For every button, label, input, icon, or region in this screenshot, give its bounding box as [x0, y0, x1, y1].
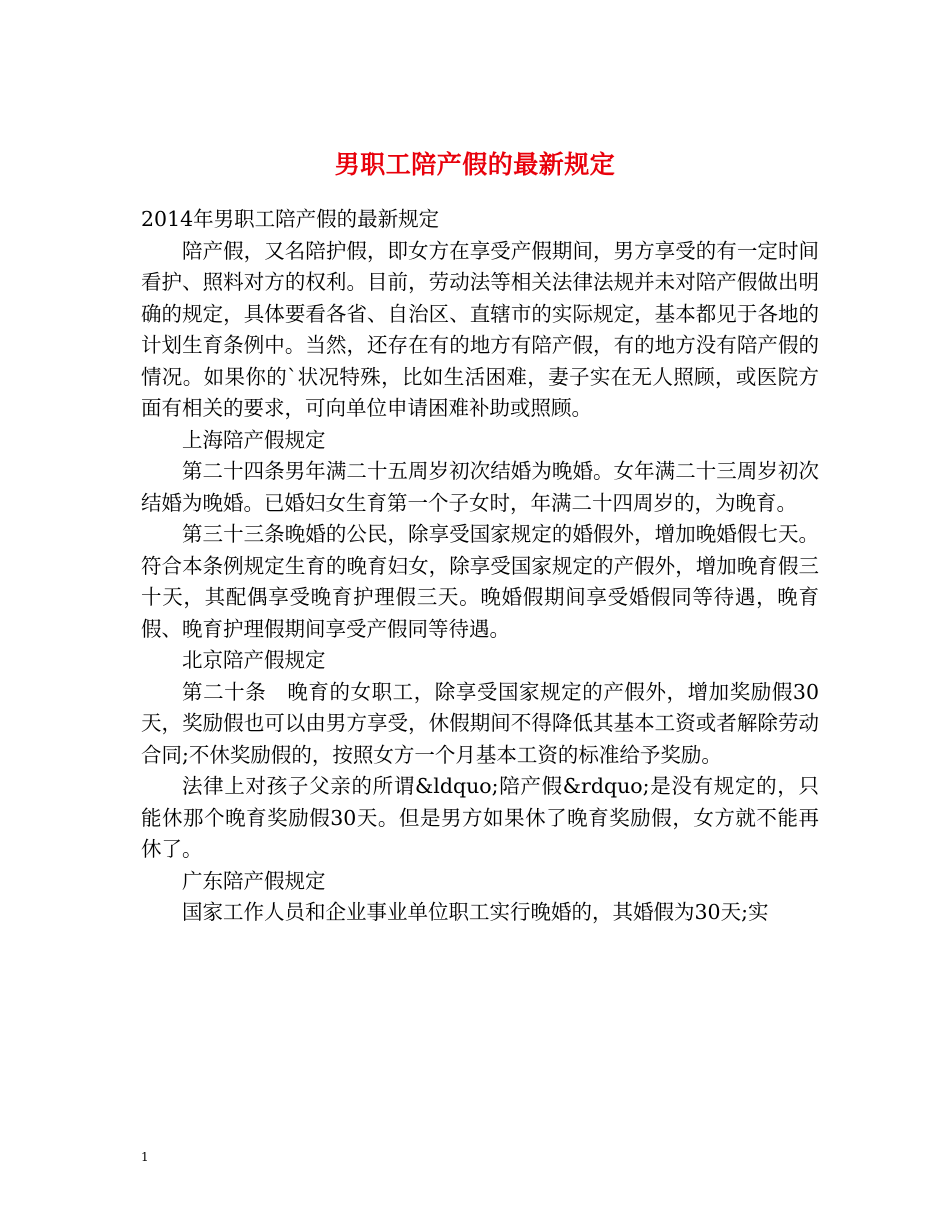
shanghai-article-24: 第二十四条男年满二十五周岁初次结婚为晚婚。女年满二十三周岁初次结婚为晚婚。已婚妇女生育第一个子女时，年满二十四周岁的，为晚育。 — [141, 459, 819, 515]
shanghai-article-33: 第三十三条晚婚的公民，除享受国家规定的婚假外，增加晚婚假七天。符合本条例规定生育的晚育妇女，除享受国家规定的产假外，增加晚育假三十天，其配偶享受晚育护理假三天。晚婚假期间享受婚假同等待遇，晚育假、晚育护理假期间享受产假同等待遇。 — [141, 522, 819, 641]
legal-note-paragraph: 法律上对孩子父亲的所谓&ldquo;陪产假&rdquo;是没有规定的，只能休那个晚育奖励假30天。但是男方如果休了晚育奖励假，女方就不能再休了。 — [141, 774, 819, 861]
section-heading-shanghai: 上海陪产假规定 — [182, 427, 326, 452]
document-body — [141, 204, 819, 929]
page-number: 1 — [141, 1150, 149, 1164]
intro-paragraph: 陪产假，又名陪护假，即女方在享受产假期间，男方享受的有一定时间看护、照料对方的权利。目前，劳动法等相关法律法规并未对陪产假做出明确的规定，具体要看各省、自治区、直辖市的实际规定，基本都见于各地的计划生育条例中。当然，还存在有的地方有陪产假，有的地方没有陪产假的情况。如果你的`状况特殊，比如生活困难，妻子实在无人照顾，或医院方面有相关的要求，可向单位申请困难补助或照顾。 — [141, 238, 819, 420]
guangdong-paragraph: 国家工作人员和企业事业单位职工实行晚婚的，其婚假为30天;实 — [182, 900, 769, 924]
subtitle-paragraph: 2014年男职工陪产假的最新规定 — [141, 207, 440, 231]
section-heading-beijing: 北京陪产假规定 — [182, 648, 326, 672]
section-heading-guangdong: 广东陪产假规定 — [182, 868, 326, 893]
beijing-article-20: 第二十条 晚育的女职工，除享受国家规定的产假外，增加奖励假30天，奖励假也可以由男方享受，休假期间不得降低其基本工资或者解除劳动合同;不休奖励假的，按照女方一个月基本工资的标准给予奖励。 — [141, 679, 819, 767]
document-title: 男职工陪产假的最新规定 — [334, 149, 616, 179]
